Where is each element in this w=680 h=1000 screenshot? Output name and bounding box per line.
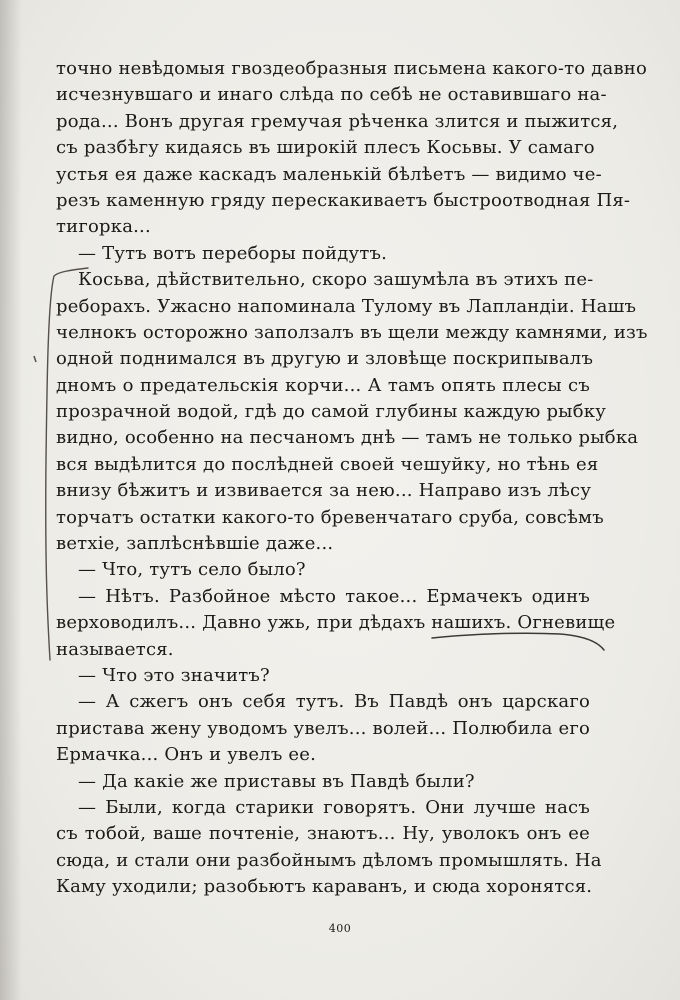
text-line: тигорка...	[56, 216, 151, 238]
text-line: прозрачной водой, гдѣ до самой глубины каждую рыбку	[56, 401, 606, 423]
text-line: Каму уходили; разобьютъ караванъ, и сюда хоронятся.	[56, 876, 593, 898]
text-line: одной поднимался въ другую и зловѣще поскрипывалъ	[56, 348, 594, 370]
text-line: точно невѣдомыя гвоздеобразныя письмена какого-то давно	[56, 58, 648, 79]
text-line: — Были, когда старики говорятъ. Они лучше насъ	[78, 796, 590, 818]
text-line: видно, особенно на песчаномъ днѣ — тамъ не только рыбка	[56, 427, 639, 449]
text-line: дномъ о предательскія корчи... А тамъ опять плесы съ	[56, 374, 590, 396]
text-line: — Нѣтъ. Разбойное мѣсто такое... Ермачекъ одинъ	[78, 585, 590, 607]
text-line: называется.	[56, 638, 174, 660]
text-line: Ермачка... Онъ и увелъ ее.	[56, 744, 317, 766]
text-line: верховодилъ... Давно ужь, при дѣдахъ нашихъ. Огневище	[56, 612, 616, 634]
text-line: съ тобой, ваше почтеніе, знаютъ... Ну, уволокъ онъ ее	[56, 823, 590, 845]
text-line: Косьва, дѣйствительно, скоро зашумѣла въ этихъ пе-	[78, 269, 594, 291]
text-line: ветхіе, заплѣснѣвшіе даже...	[56, 533, 334, 555]
text-line: торчатъ остатки какого-то бревенчатаго сруба, совсѣмъ	[56, 506, 604, 528]
page-number: 400	[328, 922, 352, 935]
text-line: устья ея даже каскадъ маленькій бѣлѣетъ — видимо че-	[56, 163, 602, 185]
text-line: рода... Вонъ другая гремучая рѣченка злится и пыжится,	[56, 110, 619, 132]
text-line: сюда, и стали они разбойнымъ дѣломъ промышлять. На	[56, 849, 602, 871]
text-line: — А сжегъ онъ себя тутъ. Въ Павдѣ онъ царскаго	[78, 691, 590, 713]
text-line: вся выдѣлится до послѣдней своей чешуйку, но тѣнь ея	[56, 453, 599, 475]
stray-mark	[34, 356, 36, 362]
text-line: резъ каменную гряду перескакиваетъ быстроотводная Пя-	[56, 189, 631, 211]
text-line: — Тутъ вотъ переборы пойдутъ.	[78, 242, 388, 264]
text-line: — Что это значитъ?	[78, 664, 270, 686]
text-line: внизу бѣжитъ и извивается за нею... Направо изъ лѣсу	[56, 480, 592, 502]
text-line: исчезнувшаго и инаго слѣда по себѣ не оставившаго на-	[56, 84, 607, 106]
text-line: — Что, тутъ село было?	[78, 559, 306, 581]
text-line: пристава жену уводомъ увелъ... волей... Полюбила его	[56, 717, 590, 739]
body-text	[56, 56, 648, 901]
text-line: — Да какіе же приставы въ Павдѣ были?	[78, 770, 475, 792]
text-line: съ разбѣгу кидаясь въ широкій плесъ Косьвы. У самаго	[56, 137, 595, 159]
text-line: челнокъ осторожно заползалъ въ щели между камнями, изъ	[56, 321, 648, 343]
text-line: реборахъ. Ужасно напоминала Тулому въ Лапландіи. Нашъ	[56, 295, 637, 317]
page-edge-shadow	[0, 0, 22, 1000]
